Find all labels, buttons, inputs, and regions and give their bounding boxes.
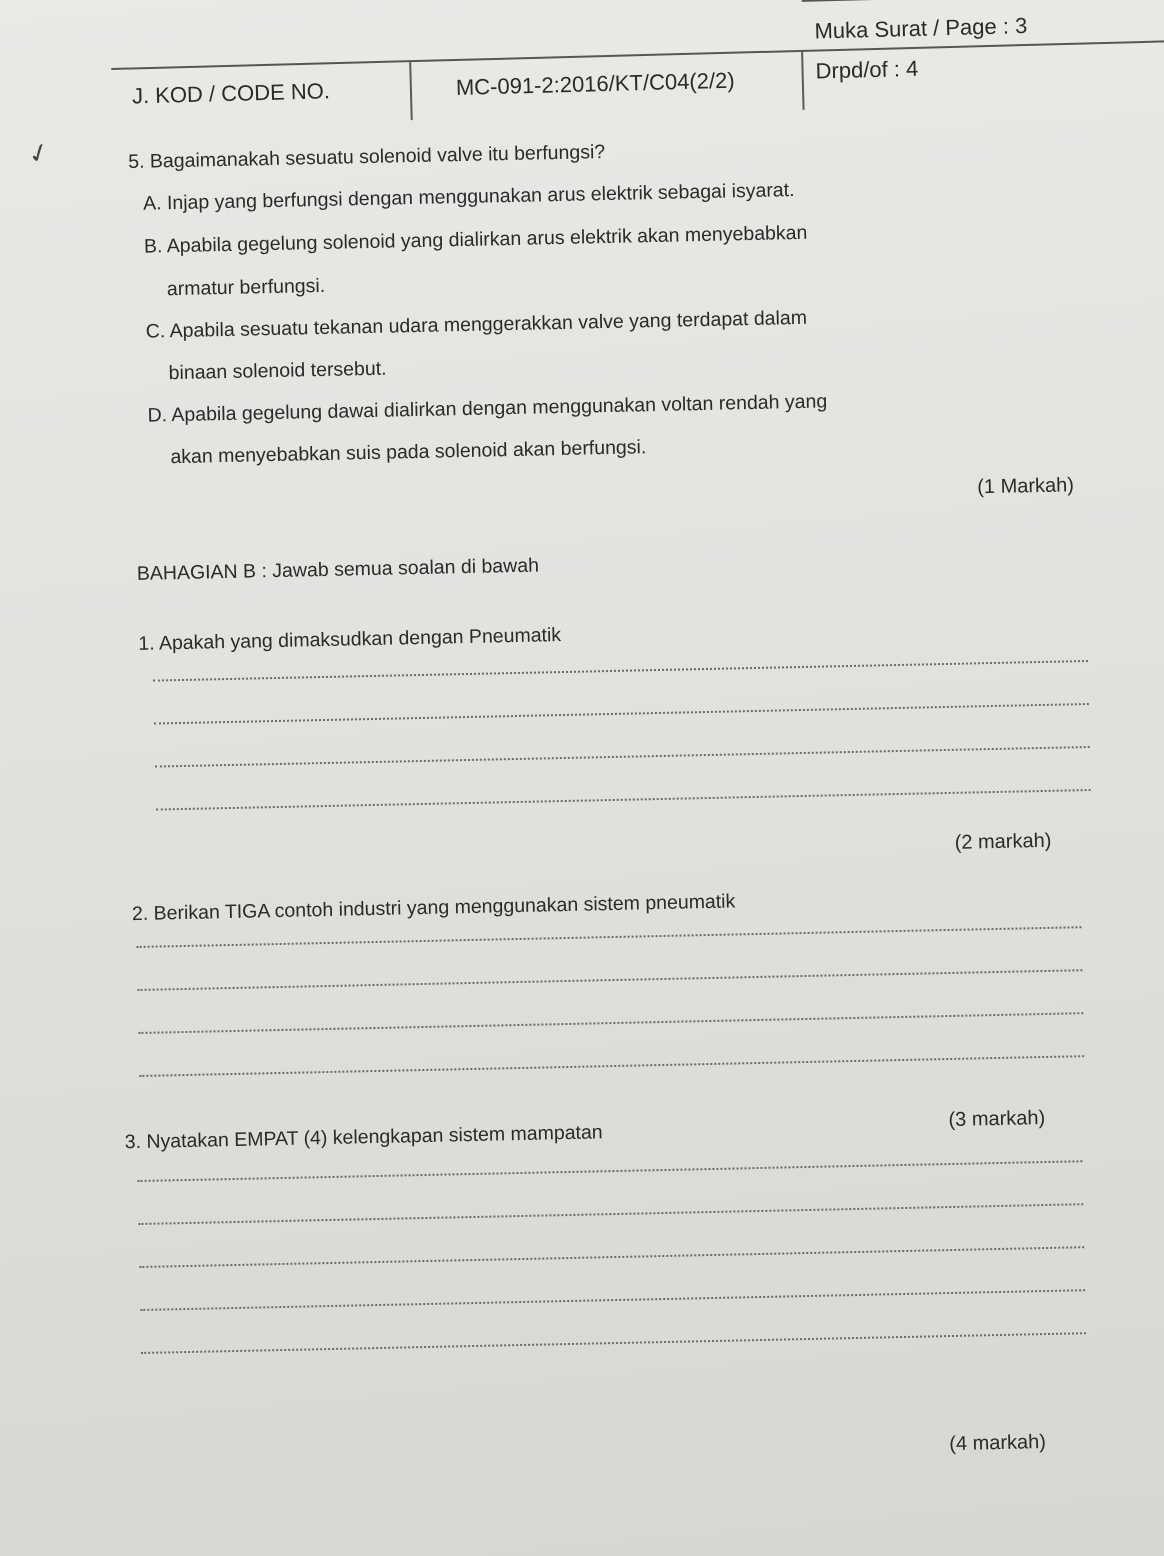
option-d-line-1: D. Apabila gegelung dawai dialirkan dengan menggunakan voltan rendah yang	[147, 390, 828, 427]
answer-line	[139, 1055, 1084, 1077]
tick-mark: ✓	[23, 135, 55, 171]
question-2-text: 2. Berikan TIGA contoh industri yang menggunakan sistem pneumatik	[131, 890, 736, 926]
answer-line	[139, 1246, 1084, 1268]
answer-line	[155, 746, 1090, 768]
option-d-line-2: akan menyebabkan suis pada solenoid akan berfungsi.	[170, 436, 647, 469]
page-total: Drpd/of : 4	[815, 55, 919, 84]
question-1-text: 1. Apakah yang dimaksudkan dengan Pneumatik	[138, 624, 562, 655]
answer-line	[140, 1289, 1085, 1311]
question-5-marks: (1 Markah)	[977, 474, 1075, 499]
option-c-line-1: C. Apabila sesuatu tekanan udara menggerakkan valve yang terdapat dalam	[145, 306, 808, 343]
code-value: MC-091-2:2016/KT/C04(2/2)	[411, 52, 804, 120]
answer-line	[138, 1203, 1083, 1225]
page-info	[802, 0, 1164, 110]
answer-line	[138, 1012, 1083, 1034]
section-b-title: BAHAGIAN B : Jawab semua soalan di bawah	[136, 554, 540, 585]
option-b-line-1: B. Apabila gegelung solenoid yang dialirkan arus elektrik akan menyebabkan	[143, 221, 808, 258]
answer-line	[154, 703, 1089, 725]
option-b-line-2: armatur berfungsi.	[166, 274, 326, 301]
option-c-line-2: binaan solenoid tersebut.	[168, 357, 387, 385]
page-number: Muka Surat / Page : 3	[814, 12, 1028, 44]
option-a: A. Injap yang berfungsi dengan menggunakan arus elektrik sebagai isyarat.	[142, 179, 795, 215]
question-3-text: 3. Nyatakan EMPAT (4) kelengkapan sistem mampatan	[124, 1121, 603, 1154]
answer-line	[141, 1332, 1086, 1354]
header-table	[110, 0, 1164, 124]
answer-line	[156, 789, 1091, 811]
code-label: J. KOD / CODE NO.	[111, 62, 412, 128]
answer-line	[137, 926, 1082, 948]
question-2-marks: (3 markah)	[948, 1107, 1046, 1132]
question-3-marks: (4 markah)	[949, 1431, 1047, 1456]
answer-line	[138, 1160, 1083, 1182]
exam-content	[124, 129, 1108, 1456]
question-5-stem: 5. Bagaimanakah sesuatu solenoid valve itu berfungsi?	[128, 141, 606, 173]
answer-line	[138, 969, 1083, 991]
question-1-marks: (2 markah)	[954, 829, 1052, 854]
answer-line	[153, 660, 1088, 682]
